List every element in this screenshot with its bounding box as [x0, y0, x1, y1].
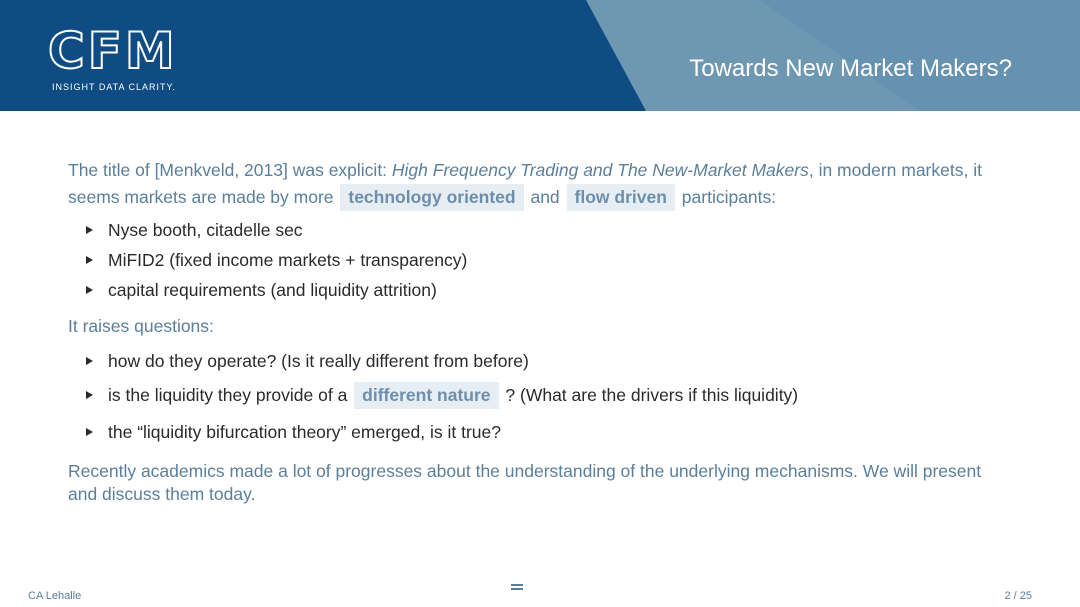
list-item-text: MiFID2 (fixed income markets + transparency)	[108, 250, 468, 270]
slide-title: Towards New Market Makers?	[689, 55, 1012, 82]
bullet-triangle-icon	[86, 226, 93, 234]
navigation-icon[interactable]	[511, 584, 523, 594]
list-item	[86, 378, 1008, 412]
questions-list	[68, 344, 1008, 452]
intro-text-4: participants:	[676, 187, 777, 207]
paper-title: High Frequency Trading and The New-Market Makers	[391, 160, 809, 180]
list-item	[86, 245, 1008, 275]
bullet-triangle-icon	[86, 391, 93, 399]
intro-paragraph	[68, 157, 1008, 211]
slide-body	[68, 157, 1008, 506]
examples-list	[68, 215, 1008, 305]
slide-header	[0, 0, 1080, 111]
list-item-text: capital requirements (and liquidity attrition)	[108, 280, 437, 300]
page-number: 2 / 25	[1004, 590, 1032, 602]
list-item-text: ? (What are the drivers if this liquidity)	[500, 385, 799, 405]
intro-text-2: , in modern markets, it seems markets are made by more	[68, 160, 982, 207]
conclusion-paragraph: Recently academics made a lot of progresses about the understanding of the underlying mechanisms. We will present and discuss them today.	[68, 461, 982, 504]
list-item	[86, 215, 1008, 245]
bullet-triangle-icon	[86, 357, 93, 365]
list-item	[86, 275, 1008, 305]
bullet-triangle-icon	[86, 286, 93, 294]
intro-text-3: and	[525, 187, 565, 207]
footer-author: CA Lehalle	[28, 590, 82, 602]
highlight-different-nature: different nature	[354, 382, 498, 409]
list-item	[86, 412, 1008, 452]
list-item-text: Nyse booth, citadelle sec	[108, 220, 303, 240]
intro-text-1: The title of [Menkveld, 2013] was explicit:	[68, 160, 392, 180]
bullet-triangle-icon	[86, 256, 93, 264]
list-item-text: the “liquidity bifurcation theory” emerged, is it true?	[108, 422, 501, 442]
cfm-logo	[48, 24, 198, 96]
list-item-text: is the liquidity they provide of a	[108, 385, 353, 405]
logo-text: CFM	[48, 22, 178, 80]
list-item-text: how do they operate? (Is it really different from before)	[108, 351, 529, 371]
questions-intro: It raises questions:	[68, 316, 214, 336]
highlight-flow-driven: flow driven	[567, 184, 675, 211]
highlight-technology-oriented: technology oriented	[340, 184, 523, 211]
list-item	[86, 344, 1008, 378]
bullet-triangle-icon	[86, 428, 93, 436]
logo-tagline: INSIGHT DATA CLARITY.	[52, 82, 176, 92]
